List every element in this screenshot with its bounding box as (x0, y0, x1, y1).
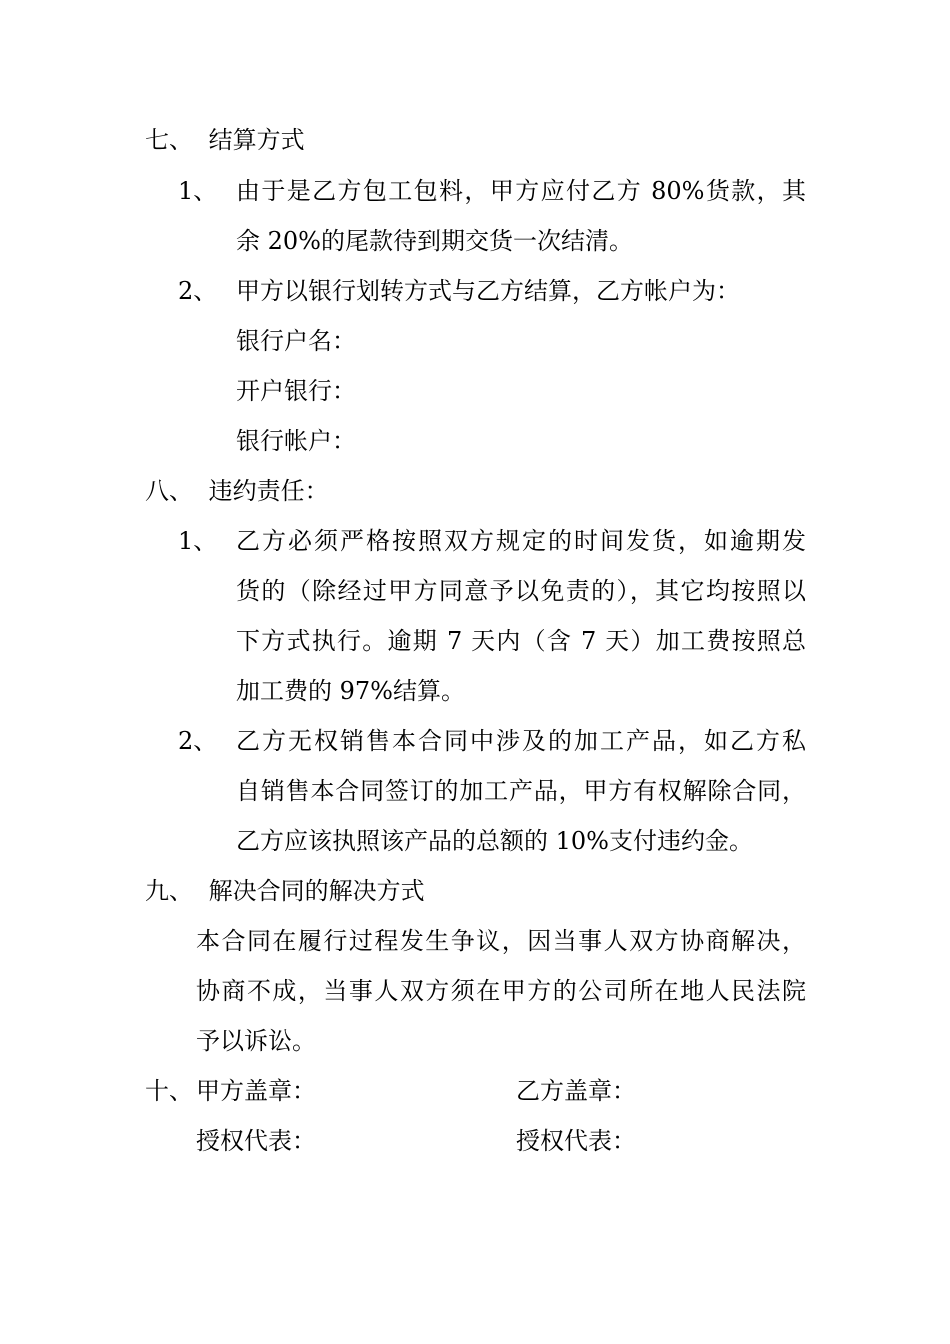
section-7-item-2-line-1: 甲方以银行划转方式与乙方结算，乙方帐户为： (236, 277, 740, 305)
section-8-item-1-line-2: 货的（除经过甲方同意予以免责的），其它均按照以 (236, 577, 806, 605)
section-9-heading (145, 876, 425, 906)
section-8-item-2-line-2: 自销售本合同签订的加工产品，甲方有权解除合同， (236, 777, 806, 805)
party-a-seal-label: 甲方盖章： (196, 1077, 316, 1105)
bank-account-name-label: 银行户名： (236, 327, 356, 355)
section-9-line-1: 本合同在履行过程发生争议，因当事人双方协商解决， (196, 927, 806, 955)
party-a-representative-label: 授权代表： (196, 1127, 316, 1155)
section-7-item-1-line-2: 余 20%的尾款待到期交货一次结清。 (236, 227, 633, 255)
bank-name-label: 开户银行： (236, 377, 356, 405)
section-9-line-2: 协商不成，当事人双方须在甲方的公司所在地人民法院 (196, 977, 806, 1005)
section-7-item-1-line-1: 由于是乙方包工包料，甲方应付乙方 80%货款，其 (236, 177, 806, 205)
section-10-number: 十、 (145, 1077, 193, 1105)
section-8-number: 八、 (145, 477, 193, 505)
section-8-item-1-line-3: 下方式执行。逾期 7 天内（含 7 天）加工费按照总 (236, 627, 806, 655)
section-8-title: 违约责任： (208, 477, 329, 505)
section-8-item-2-line-3: 乙方应该执照该产品的总额的 10%支付违约金。 (236, 827, 753, 855)
section-9-number: 九、 (145, 877, 193, 905)
section-9-title: 解决合同的解决方式 (208, 877, 425, 905)
section-7-title: 结算方式 (208, 126, 305, 154)
section-9-line-3: 予以诉讼。 (196, 1027, 316, 1055)
section-8-heading (145, 476, 329, 506)
section-7-number: 七、 (145, 126, 193, 154)
section-7-heading (145, 125, 305, 155)
section-7-item-1-number: 1、 (178, 177, 218, 205)
section-8-item-1-line-4: 加工费的 97%结算。 (236, 677, 465, 705)
party-b-representative-label: 授权代表： (516, 1127, 636, 1155)
section-8-item-2-line-1: 乙方无权销售本合同中涉及的加工产品，如乙方私 (236, 727, 806, 755)
party-b-seal-label: 乙方盖章： (516, 1077, 636, 1105)
bank-account-number-label: 银行帐户： (236, 427, 356, 455)
section-8-item-2-number: 2、 (178, 727, 218, 755)
section-8-item-1-line-1: 乙方必须严格按照双方规定的时间发货，如逾期发 (236, 527, 806, 555)
section-7-item-2-number: 2、 (178, 277, 218, 305)
section-8-item-1-number: 1、 (178, 527, 218, 555)
